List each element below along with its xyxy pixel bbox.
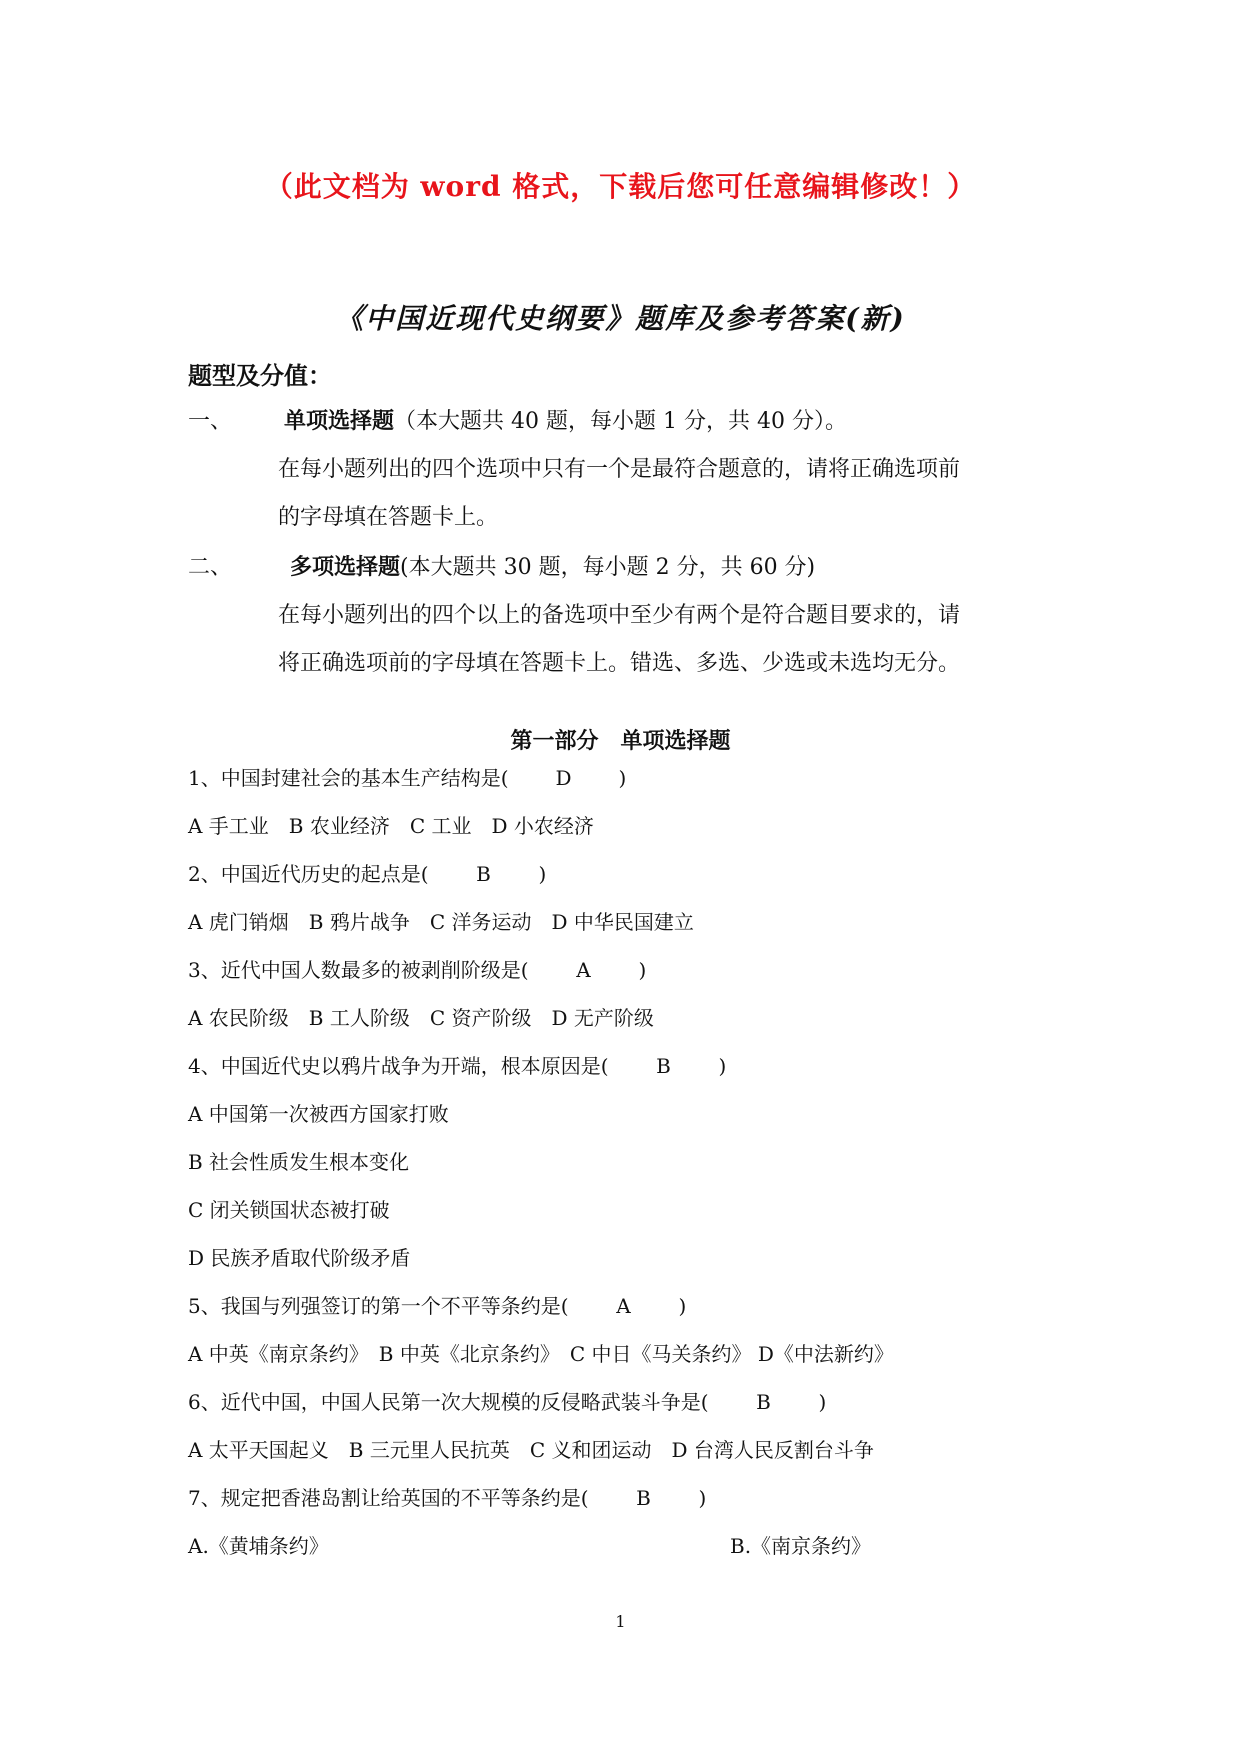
close-paren: ) [698,1486,707,1510]
question-7-stem [188,1482,706,1511]
question-6-stem [188,1386,826,1415]
question-4-option-d: D 民族矛盾取代阶级矛盾 [188,1246,411,1270]
type-1-desc-line-1: 在每小题列出的四个选项中只有一个是最符合题意的，请将正确选项前 [278,457,961,482]
question-7-answer: B [636,1486,651,1510]
question-stem-text: 4、中国近代史以鸦片战争为开端，根本原因是( [188,1054,609,1078]
question-1-stem [188,762,626,791]
question-stem-text: 5、我国与列强签订的第一个不平等条约是( [188,1294,569,1318]
question-7-option-a: A.《黄埔条约》 [188,1534,329,1558]
question-4-answer: B [656,1054,671,1078]
type-2-line [188,550,815,581]
close-paren: ) [678,1294,687,1318]
question-4-option-a: A 中国第一次被西方国家打败 [188,1102,449,1126]
part-one-title: 第一部分 单项选择题 [510,728,731,754]
question-2-options: A 虎门销烟 B 鸦片战争 C 洋务运动 D 中华民国建立 [188,910,694,934]
document-title: 《中国近现代史纲要》题库及参考答案(新) [335,302,906,335]
type-1-desc-line-2: 的字母填在答题卡上。 [278,505,499,530]
type-2-scoring: (本大题共 30 题，每小题 2 分，共 60 分) [400,555,816,580]
close-paren: ) [538,862,547,886]
question-stem-text: 1、中国封建社会的基本生产结构是( [188,766,509,790]
type-2-desc-line-1: 在每小题列出的四个以上的备选项中至少有两个是符合题目要求的，请 [278,603,961,628]
question-2-stem [188,858,546,887]
question-4-stem [188,1050,726,1079]
question-6-answer: B [756,1390,771,1414]
question-stem-text: 7、规定把香港岛割让给英国的不平等条约是( [188,1486,589,1510]
type-1-line [188,404,847,435]
question-7-option-b: B.《南京条约》 [730,1534,872,1558]
type-1-number: 一、 [188,409,233,434]
question-6-options: A 太平天国起义 B 三元里人民抗英 C 义和团运动 D 台湾人民反割台斗争 [188,1438,874,1462]
close-paren: ) [718,1054,727,1078]
question-2-answer: B [476,862,491,886]
question-5-stem [188,1290,686,1319]
type-1-label: 单项选择题 [284,408,395,434]
type-2-desc-line-2: 将正确选项前的字母填在答题卡上。错选、多选、少选或未选均无分。 [278,651,961,676]
close-paren: ) [818,1390,827,1414]
page-number: 1 [615,1612,626,1631]
question-5-answer: A [616,1294,631,1318]
question-4-option-c: C 闭关锁国状态被打破 [188,1198,390,1222]
question-3-options: A 农民阶级 B 工人阶级 C 资产阶级 D 无产阶级 [188,1006,654,1030]
question-5-options: A 中英《南京条约》 B 中英《北京条约》 C 中日《马关条约》 D《中法新约》 [188,1342,894,1366]
question-stem-text: 3、近代中国人数最多的被剥削阶级是( [188,958,529,982]
type-2-number: 二、 [188,555,233,580]
question-stem-text: 6、近代中国，中国人民第一次大规模的反侵略武装斗争是( [188,1390,709,1414]
type-2-label: 多项选择题 [290,554,401,580]
question-3-answer: A [576,958,591,982]
question-3-stem [188,954,646,983]
section-heading: 题型及分值： [188,361,332,390]
question-4-option-b: B 社会性质发生根本变化 [188,1150,410,1174]
close-paren: ) [638,958,647,982]
question-1-options: A 手工业 B 农业经济 C 工业 D 小农经济 [188,814,594,838]
edit-notice: （此文档为 word 格式，下载后您可任意编辑修改！） [264,170,977,203]
question-1-answer: D [555,766,572,790]
question-stem-text: 2、中国近代历史的起点是( [188,862,429,886]
type-1-scoring: （本大题共 40 题，每小题 1 分，共 40 分）。 [394,409,847,434]
close-paren: ) [618,766,627,790]
